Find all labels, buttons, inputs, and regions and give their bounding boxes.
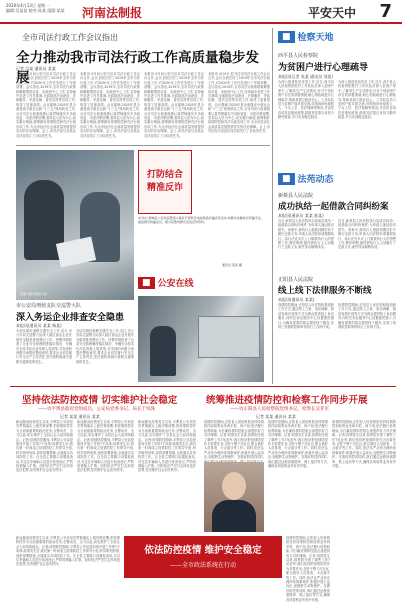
bottom-right-col2: 疫情防控期间,正阳县人民检察院坚持疫情防控和检察业务两手抓、两不误,依法履行检察职能,为打赢疫情防控阻击战提供有力司法保障。记者:疫情发生以来,检察院开展了哪些工作?吴亚军:我们坚持把疫情防控作为首要任务,全院干警下沉社区,配合做好人员排查、卡点值守等工作。同时,依法从严从快办理涉疫刑事案件,积极开展公益诉讼,加强野生动物保护。在做好防控的同时,我们通过远程视频提审、网上接访等方式,确保各项检察业务有序开展。 bbox=[268, 420, 328, 469]
art3-kicker: 正阳县人民法院 bbox=[278, 277, 314, 283]
art3-byline: 本报讯(通讯员 某某) bbox=[278, 297, 315, 302]
bottom-left-tail: 新冠肺炎疫情发生以来,平舆县公安局坚决贯彻落实上级决策部署,把疫情防控作为当前最重要的政治任务,全警动员、全力以赴,切实维护了全县社会大局持续稳定。记者:疫情防控期间,平舆县公安局是如何开展工作的?于凤珠:疫情发生后,我们第一时间成立疫情防控工作领导小组,科学研判形势,周密部署措施,全面落实各项防控工作。在全县主要路口设置检查站,对过往车辆和人员进行检查登记,严防疫情输入扩散。同时依法严厉打击涉疫违法犯罪,坚决维护社会治安秩序。 bbox=[16, 536, 120, 567]
bottom-right-subhead: ——访正阳县人民检察院党组书记、检察长吴亚军 bbox=[230, 407, 329, 412]
tag-procuratorate: ■ 检察天地 bbox=[278, 30, 334, 43]
portrait-face bbox=[222, 472, 246, 500]
bottom-right-byline: 记者 某某 通讯员 某某 bbox=[256, 414, 296, 419]
art1-body-col1: 为深入推进扶贫攻坚工作,近日,西平县人民检察院驻村工作队队员深入贫困户家中,了解其生产生活情况,针对个别贫困户存在的消极情绪,耐心细致地进行心理疏导,帮助其树立脱贫信心。工作队队员与贫困户面对面交流,详细询问家庭收入、子女上学、医疗保障等情况,并宣传各项扶贫惠民政策,鼓励其依靠自身努力勤劳致富,早日实现稳定脱贫。 bbox=[278, 80, 334, 120]
lead-body-col2: 本报讯 4月9日,驻马店市司法行政工作会议召开,会议全面总结了2019年全市司法行政工作,对2020年工作任务进行了安排部署。会议指出,2019年,全市司法行政系统紧紧围绕市委、市政府中心工作,坚持稳中求进工作总基调,全面推进法治建设、法律服务、矛盾化解、普法宣传等各项工作,取得了显著成绩。会议强调,2020年是全面建成小康社会和"十三五"规划收官之年,全市司法行政系统要认真贯彻落实中央和省委、市委决策部署,坚持以人民为中心,切实履行职能,统筹做好疫情防控和司法行政各项工作,为全市经济社会高质量发展提供坚实的法治保障。会上,市司法局与各县区司法局签订了目标责任书。 bbox=[80, 72, 140, 138]
art1-headline: 为贫困户进行心理疏导 bbox=[278, 63, 369, 73]
lead-body-col1: 本报讯 4月9日,驻马店市司法行政工作会议召开,会议全面总结了2019年全市司法行政工作,对2020年工作任务进行了安排部署。会议指出,2019年,全市司法行政系统紧紧围绕市委、市政府中心工作,坚持稳中求进工作总基调,全面推进法治建设、法律服务、矛盾化解、普法宣传等各项工作,取得了显著成绩。会议强调,2020年是全面建成小康社会和"十三五"规划收官之年,全市司法行政系统要认真贯彻落实中央和省委、市委决策部署,坚持以人民为中心,切实履行职能,统筹做好疫情防控和司法行政各项工作,为全市经济社会高质量发展提供坚实的法治保障。会上,市司法局与各县区司法局签订了目标责任书。 bbox=[16, 72, 76, 138]
tag-police-label: 公安在线 bbox=[157, 279, 194, 289]
vehicle-shape bbox=[198, 316, 260, 358]
bottom-right-tail: 疫情防控期间,正阳县人民检察院坚持疫情防控和检察业务两手抓、两不误,依法履行检察职能,为打赢疫情防控阻击战提供有力司法保障。记者:疫情发生以来,检察院开展了哪些工作?吴亚军:我们坚持把疫情防控作为首要任务,全院干警下沉社区,配合做好人员排查、卡点值守等工作。同时,依法从严从快办理涉疫刑事案件,积极开展公益诉讼,加强野生动物保护。在做好防控的同时,我们通过远程视频提审、网上接访等方式,确保各项检察业务有序开展。 bbox=[286, 536, 330, 602]
bottom-left-col1: 新冠肺炎疫情发生以来,平舆县公安局坚决贯彻落实上级决策部署,把疫情防控作为当前最重要的政治任务,全警动员、全力以赴,切实维护了全县社会大局持续稳定。记者:疫情防控期间,平舆县公安局是如何开展工作的?于凤珠:疫情发生后,我们第一时间成立疫情防控工作领导小组,科学研判形势,周密部署措施,全面落实各项防控工作。在全县主要路口设置检查站,对过往车辆和人员进行检查登记,严防疫情输入扩散。同时依法严厉打击涉疫违法犯罪,坚决维护社会治安秩序。 bbox=[16, 420, 73, 473]
bottom-right-col3: 疫情防控期间,正阳县人民检察院坚持疫情防控和检察业务两手抓、两不误,依法履行检察职能,为打赢疫情防控阻击战提供有力司法保障。记者:疫情发生以来,检察院开展了哪些工作?吴亚军:我们坚持把疫情防控作为首要任务,全院干警下沉社区,配合做好人员排查、卡点值守等工作。同时,依法从严从快办理涉疫刑事案件,积极开展公益诉讼,加强野生动物保护。在做好防控的同时,我们通过远程视频提审、网上接访等方式,确保各项检察业务有序开展。 bbox=[332, 420, 396, 469]
police-body-col1: 为切实做好道路交通安全工作,近日,市公安局交巡警大队深入辖区客运企业开展安全隐患排查整治工作。民警详细检查了企业安全管理制度落实情况、车辆安全技术状况及驾驶人资质等,对发现的问题当场提出整改意见,要求企业切实履行安全生产主体责任,坚决预防和减少道路交通事故的发生。 bbox=[16, 329, 72, 364]
lead-byline: 记者 冯某 通讯员 某某 bbox=[16, 66, 56, 71]
banner-line1: 依法防控疫情 维护安全稳定 bbox=[144, 545, 262, 556]
police-headline: 深入务运企业排查安全隐患 bbox=[16, 313, 125, 323]
bottom-right-headline: 统筹推进疫情防控和检察工作同步开展 bbox=[206, 395, 368, 406]
feature-title-box bbox=[138, 150, 192, 214]
bottom-left-col3: 新冠肺炎疫情发生以来,平舆县公安局坚决贯彻落实上级决策部署,把疫情防控作为当前最重要的政治任务,全警动员、全力以赴,切实维护了全县社会大局持续稳定。记者:疫情防控期间,平舆县公安局是如何开展工作的?于凤珠:疫情发生后,我们第一时间成立疫情防控工作领导小组,科学研判形势,周密部署措施,全面落实各项防控工作。在全县主要路口设置检查站,对过往车辆和人员进行检查登记,严防疫情输入扩散。同时依法严厉打击涉疫违法犯罪,坚决维护社会治安秩序。 bbox=[138, 420, 196, 473]
traffic-photo bbox=[138, 296, 264, 382]
art2-headline: 成功执结一起借款合同纠纷案 bbox=[278, 202, 389, 212]
bottom-banner bbox=[124, 536, 282, 578]
art2-body-col2: 近日,新蔡县人民法院执行局成功执结一起借款合同纠纷案件,为申请人挽回经济损失。该案中,被执行人借款到期后拒不履行还款义务,申请人向法院申请强制执行。执行法官多次上门做被执行人的思想工作,释法明理,最终被执行人主动履行了还款义务,案件得以顺利执结。 bbox=[338, 219, 396, 250]
police-photo bbox=[16, 150, 134, 300]
art3-body-col1: 疫情防控期间,正阳县人民法院积极创新工作方式,通过网上立案、电话调解、微信视频开庭等方式为群众提供线上诉讼服务,同时在诉讼服务中心设置便民窗口,为确有需要的群众提供线下服务,实现了疫情防控和审判执行工作两不误。 bbox=[278, 303, 334, 330]
art1-byline: 本报讯(记者 张某 通讯员 刘某) bbox=[278, 74, 333, 79]
bottom-divider bbox=[10, 386, 396, 387]
feature-credit: 通讯员 某某 摄 bbox=[222, 263, 242, 267]
bottom-left-subhead: ——访平舆县政府党组成员、公安局党委书记、局长于凤珠 bbox=[38, 407, 155, 412]
edition-info: 2020年4月13日 星期一 编辑:吴某某 校对:孙某 组版:某某 bbox=[6, 3, 65, 13]
art3-headline: 线上线下法律服务不断线 bbox=[278, 286, 372, 296]
bottom-left-col2: 新冠肺炎疫情发生以来,平舆县公安局坚决贯彻落实上级决策部署,把疫情防控作为当前最重要的政治任务,全警动员、全力以赴,切实维护了全县社会大局持续稳定。记者:疫情防控期间,平舆县公安局是如何开展工作的?于凤珠:疫情发生后,我们第一时间成立疫情防控工作领导小组,科学研判形势,周密部署措施,全面落实各项防控工作。在全县主要路口设置检查站,对过往车辆和人员进行检查登记,严防疫情输入扩散。同时依法严厉打击涉疫违法犯罪,坚决维护社会治安秩序。 bbox=[77, 420, 134, 473]
tag-court-label: 法苑动态 bbox=[297, 175, 334, 185]
bottom-left-byline: 记者 某某 通讯员 某某 bbox=[60, 414, 100, 419]
lead-body-col3: 本报讯 4月9日,驻马店市司法行政工作会议召开,会议全面总结了2019年全市司法行政工作,对2020年工作任务进行了安排部署。会议指出,2019年,全市司法行政系统紧紧围绕市委、市政府中心工作,坚持稳中求进工作总基调,全面推进法治建设、法律服务、矛盾化解、普法宣传等各项工作,取得了显著成绩。会议强调,2020年是全面建成小康社会和"十三五"规划收官之年,全市司法行政系统要认真贯彻落实中央和省委、市委决策部署,坚持以人民为中心,切实履行职能,统筹做好疫情防控和司法行政各项工作,为全市经济社会高质量发展提供坚实的法治保障。会上,市司法局与各县区司法局签订了目标责任书。 bbox=[144, 72, 204, 138]
art1-body-col2: 为深入推进扶贫攻坚工作,近日,西平县人民检察院驻村工作队队员深入贫困户家中,了解其生产生活情况,针对个别贫困户存在的消极情绪,耐心细致地进行心理疏导,帮助其树立脱贫信心。工作队队员与贫困户面对面交流,详细询问家庭收入、子女上学、医疗保障等情况,并宣传各项扶贫惠民政策,鼓励其依靠自身努力勤劳致富,早日实现稳定脱贫。 bbox=[338, 80, 396, 120]
art3-body-col2: 疫情防控期间,正阳县人民法院积极创新工作方式,通过网上立案、电话调解、微信视频开庭等方式为群众提供线上诉讼服务,同时在诉讼服务中心设置便民窗口,为确有需要的群众提供线下服务,实现了疫情防控和审判执行工作两不误。 bbox=[338, 303, 396, 330]
feature-title: 打防结合 精准反诈 bbox=[146, 170, 183, 193]
tag-court: ■ 法苑动态 bbox=[278, 172, 334, 185]
feature-caption: 4月8日,驿城区公安局民警深入辖区开展防范电信网络诈骗宣传活动,向群众讲解常见诈骗手法,提高群众防骗意识。图为民警向群众发放宣传资料。 bbox=[138, 216, 262, 224]
lead-body-col4: 本报讯 4月9日,驻马店市司法行政工作会议召开,会议全面总结了2019年全市司法行政工作,对2020年工作任务进行了安排部署。会议指出,2019年,全市司法行政系统紧紧围绕市委、市政府中心工作,坚持稳中求进工作总基调,全面推进法治建设、法律服务、矛盾化解、普法宣传等各项工作,取得了显著成绩。会议强调,2020年是全面建成小康社会和"十三五"规划收官之年,全市司法行政系统要认真贯彻落实中央和省委、市委决策部署,坚持以人民为中心,切实履行职能,统筹做好疫情防控和司法行政各项工作,为全市经济社会高质量发展提供坚实的法治保障。会上,市司法局与各县区司法局签订了目标责任书。 bbox=[208, 72, 270, 134]
section-title: 平安天中 bbox=[307, 6, 356, 20]
police-byline: 本报讯(通讯员 某某 杨某) bbox=[16, 323, 62, 328]
police-body-col2: 为切实做好道路交通安全工作,近日,市公安局交巡警大队深入辖区客运企业开展安全隐患排查整治工作。民警详细检查了企业安全管理制度落实情况、车辆安全技术状况及驾驶人资质等,对发现的问题当场提出整改意见,要求企业切实履行安全生产主体责任,坚决预防和减少道路交通事故的发生。 bbox=[76, 329, 134, 364]
banner-line2: ——全市政法系统在行动 bbox=[169, 562, 236, 569]
interview-portrait bbox=[204, 462, 264, 532]
lead-headline: 全力推动我市司法行政工作高质量稳步发展 bbox=[16, 50, 259, 86]
police-kicker: 市公安局刑侦支队交巡警大队 bbox=[16, 303, 82, 309]
paper-name: 河南法制报 bbox=[82, 6, 143, 20]
portrait-uniform bbox=[212, 500, 256, 532]
photo-label: 民警与群众现场交流 bbox=[20, 292, 48, 296]
art1-kicker: 西平县人民检察院 bbox=[278, 53, 319, 59]
traffic-officer-figure bbox=[150, 326, 176, 376]
masthead bbox=[0, 0, 402, 24]
divider bbox=[16, 145, 270, 146]
bottom-right-col1: 疫情防控期间,正阳县人民检察院坚持疫情防控和检察业务两手抓、两不误,依法履行检察职能,为打赢疫情防控阻击战提供有力司法保障。记者:疫情发生以来,检察院开展了哪些工作?吴亚军:我们坚持把疫情防控作为首要任务,全院干警下沉社区,配合做好人员排查、卡点值守等工作。同时,依法从严从快办理涉疫刑事案件,积极开展公益诉讼,加强野生动物保护。在做好防控的同时, bbox=[204, 420, 264, 460]
art2-kicker: 新蔡县人民法院 bbox=[278, 193, 314, 199]
page-number: 7 bbox=[379, 1, 392, 22]
lead-kicker: 全市司法行政工作会议指出 bbox=[22, 33, 118, 42]
column-divider bbox=[272, 28, 273, 384]
art2-byline: 本报讯(通讯员 某某 陈某) bbox=[278, 213, 324, 218]
art2-body-col1: 近日,新蔡县人民法院执行局成功执结一起借款合同纠纷案件,为申请人挽回经济损失。该案中,被执行人借款到期后拒不履行还款义务,申请人向法院申请强制执行。执行法官多次上门做被执行人的思想工作,释法明理,最终被执行人主动履行了还款义务,案件得以顺利执结。 bbox=[278, 219, 334, 250]
tag-police-online: ■ 公安在线 bbox=[138, 276, 194, 289]
tag-procuratorate-label: 检察天地 bbox=[297, 33, 334, 43]
bottom-left-headline: 坚持依法防控疫情 切实维护社会稳定 bbox=[22, 395, 178, 406]
